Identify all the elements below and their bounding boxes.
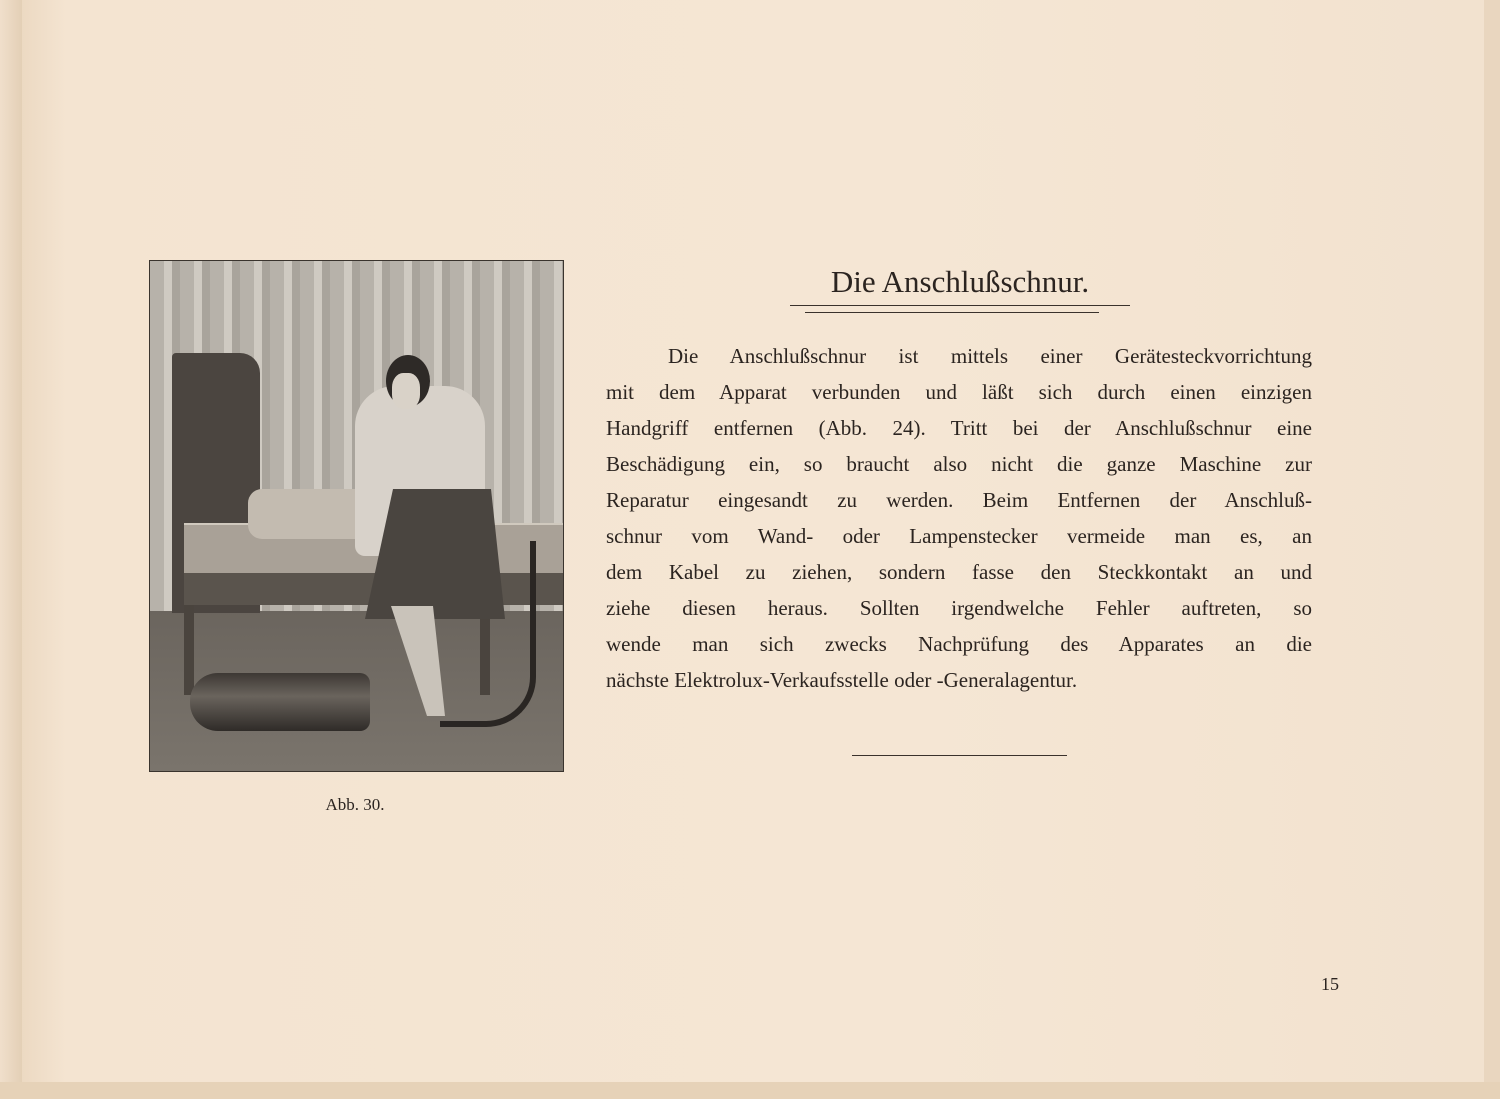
- woman-face: [392, 373, 420, 409]
- facing-page-edge: [0, 0, 23, 1099]
- body-paragraph: [606, 338, 1312, 698]
- page-bottom-edge: [0, 1082, 1500, 1099]
- paragraph-line: Handgriff entfernen (Abb. 24). Tritt bei der Anschlußschnur eine: [606, 416, 1312, 440]
- paragraph-line: Reparatur eingesandt zu werden. Beim Entfernen der Anschluß-: [606, 488, 1312, 512]
- section-end-rule: [852, 755, 1067, 756]
- page-number: 15: [1321, 974, 1339, 994]
- paragraph-line: ziehe diesen heraus. Sollten irgendwelche Fehler auftreten, so: [606, 596, 1312, 620]
- heading-underline: [790, 305, 1130, 306]
- paragraph-line: nächste Elektrolux-Verkaufsstelle oder -Generalagentur.: [606, 668, 1078, 692]
- paragraph-line: Die Anschlußschnur ist mittels einer Gerätesteckvorrichtung: [668, 344, 1312, 368]
- vacuum-cleaner: [190, 673, 370, 731]
- figure-photo-woman-vacuuming-bed: [149, 260, 564, 772]
- paragraph-line: wende man sich zwecks Nachprüfung des Apparates an die: [606, 632, 1312, 656]
- paragraph-line: mit dem Apparat verbunden und läßt sich durch einen einzigen: [606, 380, 1312, 404]
- heading-underline-second: [805, 312, 1099, 313]
- paragraph-line: dem Kabel zu ziehen, sondern fasse den Steckkontakt an und: [606, 560, 1312, 584]
- bed-leg: [184, 605, 194, 695]
- paragraph-line: schnur vom Wand- oder Lampenstecker vermeide man es, an: [606, 524, 1312, 548]
- figure-caption: Abb. 30.: [325, 795, 385, 814]
- vacuum-hose: [440, 541, 536, 727]
- section-heading: Die Anschlußschnur.: [830, 264, 1090, 299]
- paragraph-line: Beschädigung ein, so braucht also nicht die ganze Maschine zur: [606, 452, 1312, 476]
